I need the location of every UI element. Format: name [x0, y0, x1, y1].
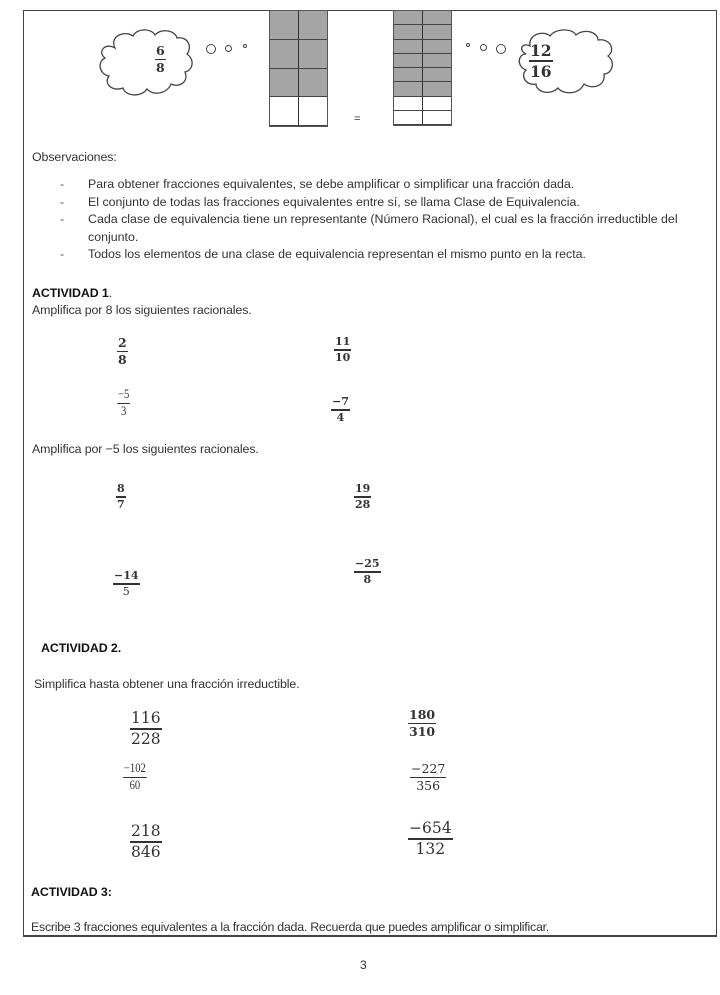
actividad3-instruction: Escribe 3 fracciones equivalentes a la fracción dada. Recuerda que puedes amplificar o simplificar.: [31, 920, 549, 934]
fraction: 180 310: [409, 707, 436, 740]
fraction: −14 5: [114, 569, 139, 598]
fraction-six-eighths: 6 8: [156, 43, 165, 76]
fraction: −5 3: [117, 387, 130, 419]
thought-cloud-left-icon: [95, 26, 203, 100]
fraction-grid-right: [393, 10, 452, 126]
observation-item: - El conjunto de todas las fracciones equivalentes entre sí, se llama Clase de Equivalencia.: [60, 194, 710, 212]
equals-sign: =: [354, 113, 361, 125]
fraction: 19 28: [355, 482, 371, 511]
observation-item: - Cada clase de equivalencia tiene un representante (Número Racional), el cual es la fracción irreductible del conjunto.: [60, 211, 708, 246]
page-number: 3: [360, 958, 367, 972]
thought-bubble-icon: [496, 44, 506, 54]
actividad2-instruction: Simplifica hasta obtener una fracción irreductible.: [34, 677, 300, 691]
actividad1-heading: ACTIVIDAD 1.: [32, 286, 113, 300]
thought-bubble-icon: [466, 43, 470, 47]
observation-item: - Para obtener fracciones equivalentes, se debe amplificar o simplificar una fracción dada.: [60, 176, 710, 194]
fraction: 11 10: [335, 335, 351, 364]
fraction-twelve-sixteenths: 12 16: [530, 41, 552, 81]
thought-bubble-icon: [225, 45, 232, 52]
fraction: −102 60: [123, 761, 146, 793]
fraction: −654 132: [409, 819, 452, 858]
fraction: −7 4: [332, 395, 349, 424]
fraction: 8 7: [117, 482, 125, 511]
observations-list: [60, 176, 710, 264]
fraction-grid-left: [269, 10, 328, 127]
thought-bubble-icon: [480, 44, 487, 51]
actividad1-instruction-a: Amplifica por 8 los siguientes racionales.: [32, 303, 252, 317]
content-frame: [23, 10, 717, 937]
actividad3-heading: ACTIVIDAD 3:: [31, 885, 112, 899]
fraction: −25 8: [355, 557, 380, 586]
observation-item: - Todos los elementos de una clase de equivalencia representan el mismo punto en la recta.: [60, 246, 710, 264]
fraction: 116 228: [131, 709, 161, 748]
fraction: 2 8: [118, 335, 127, 368]
actividad1-instruction-b: Amplifica por −5 los siguientes racionales.: [32, 442, 259, 456]
thought-bubble-icon: [243, 44, 247, 48]
actividad2-heading: ACTIVIDAD 2.: [41, 641, 122, 655]
fraction: 218 846: [131, 822, 161, 861]
observations-title: Observaciones:: [32, 150, 117, 164]
thought-bubble-icon: [206, 44, 216, 54]
fraction: −227 356: [411, 761, 446, 794]
